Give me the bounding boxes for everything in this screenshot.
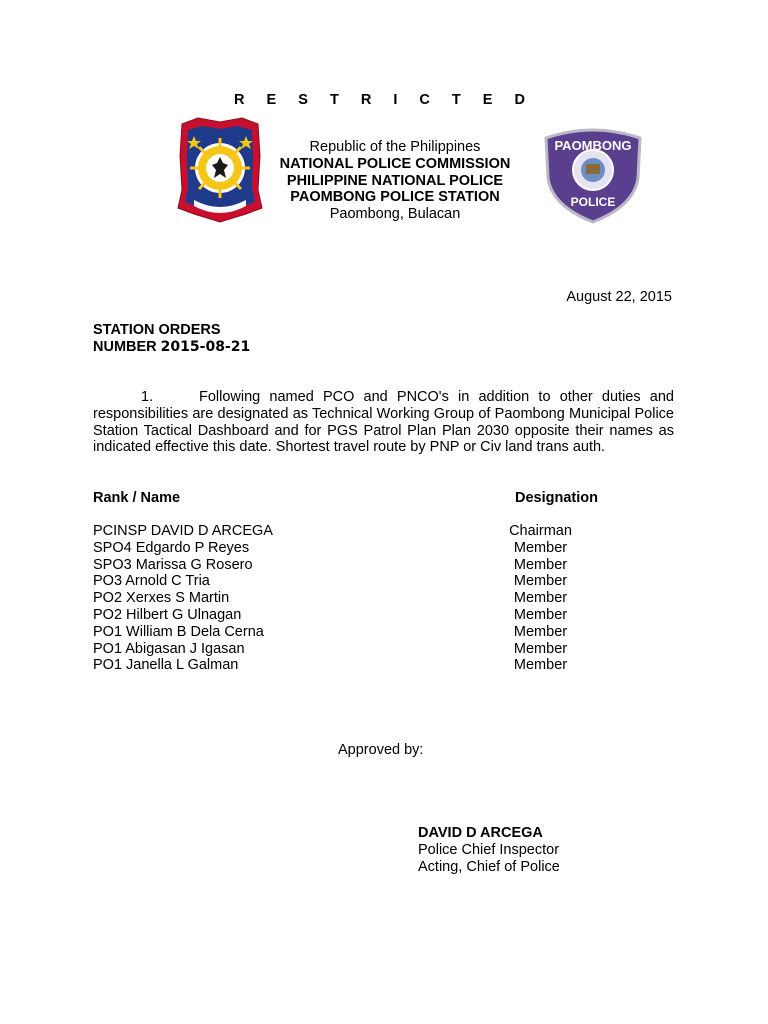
order-paragraph <box>93 389 674 456</box>
row-designation: Member <box>513 556 568 573</box>
table-row <box>93 523 653 540</box>
table-row <box>93 657 653 674</box>
header-station: PAOMBONG POLICE STATION <box>290 189 500 206</box>
document-date: August 22, 2015 <box>566 289 672 305</box>
table-row <box>93 641 653 658</box>
classification-marking: R E S T R I C T E D <box>234 92 534 108</box>
row-name: PO1 Janella L Galman <box>93 657 239 674</box>
row-name: SPO4 Edgardo P Reyes <box>93 539 250 556</box>
row-name: PO2 Xerxes S Martin <box>93 590 230 607</box>
row-name: PO2 Hilbert G Ulnagan <box>93 606 242 623</box>
row-name: PO1 William B Dela Cerna <box>93 623 264 640</box>
row-designation: Member <box>513 623 568 640</box>
approved-by-label: Approved by: <box>338 742 424 758</box>
paragraph-index: 1. <box>141 389 154 405</box>
personnel-roster <box>93 523 653 674</box>
header-location: Paombong, Bulacan <box>329 206 461 223</box>
column-header-designation: Designation <box>515 490 598 506</box>
signatory-title: Police Chief Inspector <box>418 841 560 858</box>
signatory-block <box>418 825 560 875</box>
row-designation: Member <box>513 606 568 623</box>
table-row <box>93 557 653 574</box>
letterhead <box>260 139 530 223</box>
paombong-police-badge-icon <box>542 126 644 224</box>
table-row <box>93 590 653 607</box>
column-header-rank-name: Rank / Name <box>93 490 181 506</box>
header-pnp: PHILIPPINE NATIONAL POLICE <box>286 172 504 189</box>
row-designation: Member <box>513 590 568 607</box>
header-republic: Republic of the Philippines <box>309 139 481 155</box>
table-row <box>93 607 653 624</box>
row-designation: Member <box>513 640 568 657</box>
table-row <box>93 540 653 557</box>
orders-number-label: NUMBER <box>93 339 161 355</box>
header-napolcom: NATIONAL POLICE COMMISSION <box>279 155 511 172</box>
table-row <box>93 624 653 641</box>
paragraph-text: Following named PCO and PNCO's in addition to other duties and responsibilities are designated as Technical Working Group of Paombong Municipal Police Station Tactical Dashboard and for PGS Patrol Plan Plan 2030 opposite their names as indicated effective this date. Shortest travel route by PNP or Civ land trans auth. <box>93 389 674 456</box>
row-name: PO3 Arnold C Tria <box>93 573 210 590</box>
row-designation: Member <box>513 657 568 674</box>
row-name: PCINSP DAVID D ARCEGA <box>93 523 273 539</box>
row-name: PO1 Abigasan J Igasan <box>93 640 245 657</box>
pnp-seal-icon <box>176 116 264 224</box>
row-designation: Member <box>513 573 568 590</box>
table-row <box>93 573 653 590</box>
signatory-name: DAVID D ARCEGA <box>418 825 543 841</box>
orders-number-value: 2015-08-21 <box>160 339 251 355</box>
orders-title: STATION ORDERS <box>93 322 221 338</box>
svg-text:POLICE: POLICE <box>570 195 616 209</box>
svg-text:PAOMBONG: PAOMBONG <box>554 138 632 153</box>
orders-block <box>93 322 250 356</box>
row-designation: Member <box>513 539 568 556</box>
signatory-position: Acting, Chief of Police <box>418 858 560 875</box>
orders-number <box>93 339 250 356</box>
row-designation: Chairman <box>509 523 572 539</box>
row-name: SPO3 Marissa G Rosero <box>93 556 253 573</box>
